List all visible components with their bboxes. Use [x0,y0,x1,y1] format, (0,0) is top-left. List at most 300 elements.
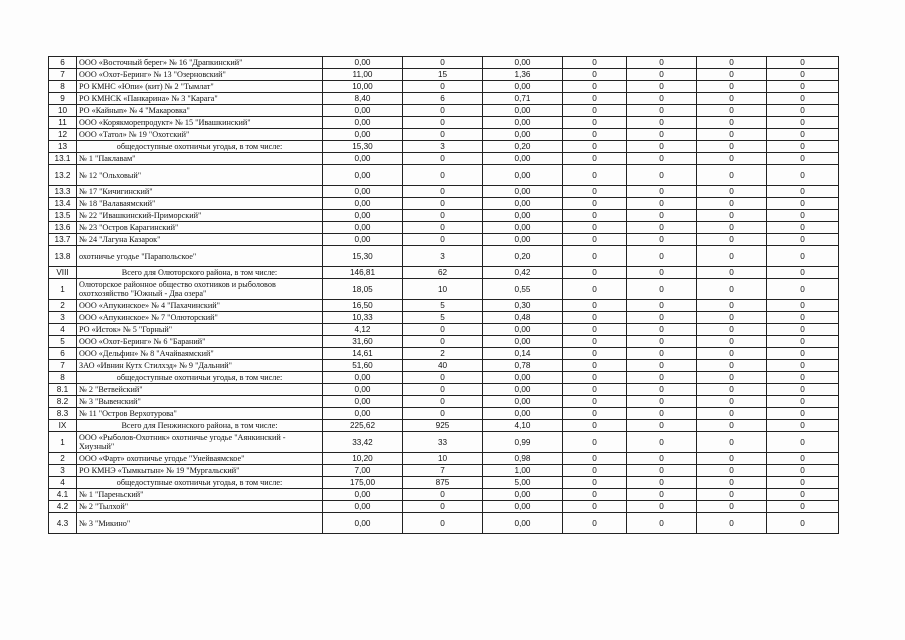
table-row [49,477,839,489]
value-cell-3: 0,00 [483,210,563,222]
value-cell-6: 0 [697,81,767,93]
value-cell-6: 0 [697,141,767,153]
row-number-cell: 13.7 [49,234,77,246]
value-cell-5: 0 [627,246,697,267]
value-cell-3: 0,00 [483,513,563,534]
row-number-cell: 3 [49,312,77,324]
value-cell-7: 0 [767,246,839,267]
table-row [49,372,839,384]
value-cell-7: 0 [767,501,839,513]
value-cell-7: 0 [767,312,839,324]
value-cell-3: 0,20 [483,246,563,267]
value-cell-6: 0 [697,234,767,246]
value-cell-3: 0,00 [483,372,563,384]
value-cell-7: 0 [767,105,839,117]
table-row [49,453,839,465]
value-cell-3: 0,00 [483,165,563,186]
value-cell-6: 0 [697,372,767,384]
value-cell-1: 15,30 [323,141,403,153]
value-cell-1: 0,00 [323,105,403,117]
value-cell-7: 0 [767,234,839,246]
row-number-cell: 4.1 [49,489,77,501]
table-row [49,186,839,198]
table-row [49,141,839,153]
value-cell-3: 0,14 [483,348,563,360]
value-cell-1: 31,60 [323,336,403,348]
value-cell-7: 0 [767,372,839,384]
value-cell-5: 0 [627,69,697,81]
row-name-cell: Всего для Олюторского района, в том числе: [77,267,323,279]
row-name-cell: ООО «Рыболов-Охотник» охотничье угодье "Аянкинский - Хиузный" [77,432,323,453]
value-cell-3: 0,99 [483,432,563,453]
value-cell-6: 0 [697,105,767,117]
data-table [48,56,839,534]
value-cell-2: 0 [403,57,483,69]
value-cell-1: 0,00 [323,513,403,534]
value-cell-5: 0 [627,267,697,279]
value-cell-1: 11,00 [323,69,403,81]
value-cell-4: 0 [563,408,627,420]
value-cell-7: 0 [767,165,839,186]
value-cell-2: 0 [403,396,483,408]
row-number-cell: 13.6 [49,222,77,234]
value-cell-4: 0 [563,513,627,534]
value-cell-2: 0 [403,513,483,534]
value-cell-7: 0 [767,129,839,141]
row-number-cell: 13 [49,141,77,153]
value-cell-6: 0 [697,501,767,513]
value-cell-5: 0 [627,279,697,300]
value-cell-1: 225,62 [323,420,403,432]
value-cell-3: 0,48 [483,312,563,324]
value-cell-7: 0 [767,465,839,477]
row-name-cell: № 1 "Паклавам" [77,153,323,165]
value-cell-3: 0,00 [483,408,563,420]
row-number-cell: 6 [49,57,77,69]
value-cell-3: 0,78 [483,360,563,372]
value-cell-7: 0 [767,69,839,81]
value-cell-2: 0 [403,336,483,348]
value-cell-1: 10,33 [323,312,403,324]
value-cell-4: 0 [563,186,627,198]
value-cell-7: 0 [767,489,839,501]
value-cell-1: 10,20 [323,453,403,465]
value-cell-4: 0 [563,267,627,279]
value-cell-3: 0,42 [483,267,563,279]
value-cell-5: 0 [627,465,697,477]
value-cell-2: 0 [403,234,483,246]
value-cell-6: 0 [697,267,767,279]
value-cell-3: 0,00 [483,198,563,210]
value-cell-5: 0 [627,234,697,246]
value-cell-2: 875 [403,477,483,489]
row-name-cell: ООО «Охот-Беринг» № 13 "Озерновский" [77,69,323,81]
value-cell-1: 15,30 [323,246,403,267]
value-cell-1: 0,00 [323,186,403,198]
value-cell-2: 0 [403,117,483,129]
table-row [49,117,839,129]
value-cell-7: 0 [767,57,839,69]
row-name-cell: ООО «Восточный берег» № 16 "Драпкинский" [77,57,323,69]
row-number-cell: 13.1 [49,153,77,165]
value-cell-1: 33,42 [323,432,403,453]
value-cell-3: 0,30 [483,300,563,312]
table-row [49,69,839,81]
value-cell-3: 0,00 [483,384,563,396]
value-cell-6: 0 [697,453,767,465]
value-cell-4: 0 [563,360,627,372]
table-row [49,234,839,246]
value-cell-4: 0 [563,324,627,336]
row-number-cell: 9 [49,93,77,105]
value-cell-4: 0 [563,420,627,432]
row-number-cell: 13.4 [49,198,77,210]
row-number-cell: 4.3 [49,513,77,534]
value-cell-3: 0,00 [483,81,563,93]
value-cell-3: 0,00 [483,396,563,408]
value-cell-5: 0 [627,129,697,141]
value-cell-5: 0 [627,57,697,69]
table-row [49,246,839,267]
table-row [49,336,839,348]
value-cell-5: 0 [627,210,697,222]
value-cell-3: 4,10 [483,420,563,432]
value-cell-4: 0 [563,81,627,93]
value-cell-5: 0 [627,396,697,408]
value-cell-6: 0 [697,489,767,501]
row-number-cell: 4 [49,324,77,336]
value-cell-2: 3 [403,141,483,153]
row-name-cell: Всего для Пенжинского района, в том числе: [77,420,323,432]
value-cell-5: 0 [627,477,697,489]
value-cell-1: 0,00 [323,117,403,129]
value-cell-2: 40 [403,360,483,372]
value-cell-5: 0 [627,324,697,336]
value-cell-1: 0,00 [323,165,403,186]
row-name-cell: общедоступные охотничьи угодья, в том числе: [77,141,323,153]
value-cell-5: 0 [627,117,697,129]
value-cell-3: 1,36 [483,69,563,81]
value-cell-6: 0 [697,165,767,186]
value-cell-6: 0 [697,408,767,420]
value-cell-7: 0 [767,186,839,198]
value-cell-5: 0 [627,105,697,117]
row-number-cell: 8.1 [49,384,77,396]
value-cell-1: 0,00 [323,198,403,210]
value-cell-6: 0 [697,300,767,312]
value-cell-4: 0 [563,312,627,324]
value-cell-4: 0 [563,246,627,267]
table-row [49,57,839,69]
value-cell-6: 0 [697,360,767,372]
value-cell-7: 0 [767,420,839,432]
value-cell-4: 0 [563,234,627,246]
value-cell-7: 0 [767,348,839,360]
table-row [49,105,839,117]
row-number-cell: 2 [49,453,77,465]
value-cell-3: 0,71 [483,93,563,105]
table-row [49,489,839,501]
value-cell-1: 51,60 [323,360,403,372]
table-row [49,81,839,93]
value-cell-4: 0 [563,501,627,513]
value-cell-2: 0 [403,384,483,396]
value-cell-6: 0 [697,246,767,267]
value-cell-4: 0 [563,210,627,222]
value-cell-6: 0 [697,324,767,336]
value-cell-7: 0 [767,477,839,489]
table-row [49,420,839,432]
row-name-cell: ООО «Охот-Беринг» № 6 "Бараний" [77,336,323,348]
value-cell-6: 0 [697,186,767,198]
value-cell-6: 0 [697,69,767,81]
row-number-cell: 7 [49,360,77,372]
value-cell-2: 0 [403,489,483,501]
value-cell-5: 0 [627,501,697,513]
value-cell-3: 0,00 [483,117,563,129]
table-row [49,312,839,324]
value-cell-2: 0 [403,222,483,234]
row-name-cell: № 12 "Ольховый" [77,165,323,186]
value-cell-4: 0 [563,432,627,453]
value-cell-7: 0 [767,153,839,165]
value-cell-2: 5 [403,300,483,312]
value-cell-3: 0,00 [483,324,563,336]
value-cell-5: 0 [627,408,697,420]
value-cell-1: 0,00 [323,210,403,222]
value-cell-7: 0 [767,300,839,312]
value-cell-2: 6 [403,93,483,105]
value-cell-7: 0 [767,222,839,234]
value-cell-1: 4,12 [323,324,403,336]
value-cell-2: 15 [403,69,483,81]
value-cell-5: 0 [627,372,697,384]
value-cell-4: 0 [563,153,627,165]
row-number-cell: 13.3 [49,186,77,198]
table-row [49,384,839,396]
value-cell-2: 10 [403,279,483,300]
value-cell-4: 0 [563,141,627,153]
value-cell-4: 0 [563,372,627,384]
table-row [49,210,839,222]
value-cell-1: 0,00 [323,222,403,234]
row-name-cell: ООО «Апукинское» № 7 "Олюторский" [77,312,323,324]
table-row [49,153,839,165]
row-name-cell: № 17 "Кичигинский" [77,186,323,198]
table-row [49,300,839,312]
value-cell-6: 0 [697,396,767,408]
value-cell-5: 0 [627,81,697,93]
table-row [49,129,839,141]
value-cell-5: 0 [627,489,697,501]
value-cell-7: 0 [767,384,839,396]
value-cell-7: 0 [767,141,839,153]
value-cell-6: 0 [697,384,767,396]
value-cell-4: 0 [563,117,627,129]
value-cell-4: 0 [563,489,627,501]
value-cell-4: 0 [563,453,627,465]
value-cell-2: 0 [403,408,483,420]
value-cell-1: 146,81 [323,267,403,279]
row-name-cell: РО «Кайныn» № 4 "Макаровка" [77,105,323,117]
value-cell-1: 10,00 [323,81,403,93]
row-name-cell: ООО «Фарт» охотничье угодье "Унейваямское" [77,453,323,465]
value-cell-1: 0,00 [323,234,403,246]
value-cell-7: 0 [767,396,839,408]
row-number-cell: VIII [49,267,77,279]
row-name-cell: общедоступные охотничьи угодья, в том числе: [77,477,323,489]
row-number-cell: 11 [49,117,77,129]
value-cell-3: 5,00 [483,477,563,489]
value-cell-5: 0 [627,420,697,432]
table-row [49,360,839,372]
value-cell-1: 16,50 [323,300,403,312]
row-number-cell: 13.5 [49,210,77,222]
value-cell-7: 0 [767,210,839,222]
row-name-cell: Олюторское районное общество охотников и рыболовов охотхозяйство "Южный - Два озера" [77,279,323,300]
value-cell-6: 0 [697,153,767,165]
value-cell-1: 0,00 [323,57,403,69]
row-number-cell: 7 [49,69,77,81]
value-cell-4: 0 [563,300,627,312]
value-cell-3: 0,00 [483,489,563,501]
value-cell-5: 0 [627,432,697,453]
value-cell-6: 0 [697,57,767,69]
value-cell-3: 0,00 [483,105,563,117]
value-cell-7: 0 [767,432,839,453]
value-cell-5: 0 [627,153,697,165]
value-cell-2: 0 [403,372,483,384]
value-cell-2: 0 [403,81,483,93]
value-cell-6: 0 [697,336,767,348]
value-cell-4: 0 [563,336,627,348]
row-name-cell: общедоступные охотничьи угодья, в том числе: [77,372,323,384]
row-number-cell: 4.2 [49,501,77,513]
value-cell-6: 0 [697,93,767,105]
value-cell-2: 0 [403,153,483,165]
value-cell-3: 0,98 [483,453,563,465]
row-number-cell: 1 [49,279,77,300]
row-name-cell: № 2 "Тылхой" [77,501,323,513]
row-number-cell: 6 [49,348,77,360]
row-name-cell: РО «Исток» № 5 "Горный" [77,324,323,336]
row-name-cell: охотничье угодье "Парапольское" [77,246,323,267]
row-number-cell: 8.3 [49,408,77,420]
value-cell-1: 0,00 [323,153,403,165]
value-cell-2: 0 [403,501,483,513]
value-cell-2: 0 [403,165,483,186]
row-number-cell: 13.8 [49,246,77,267]
table-row [49,408,839,420]
row-number-cell: 8.2 [49,396,77,408]
value-cell-2: 62 [403,267,483,279]
value-cell-4: 0 [563,396,627,408]
value-cell-4: 0 [563,129,627,141]
value-cell-6: 0 [697,432,767,453]
value-cell-4: 0 [563,105,627,117]
row-name-cell: РО КМНЭ «Тымкытын» № 19 "Мургальский" [77,465,323,477]
value-cell-3: 0,00 [483,336,563,348]
value-cell-7: 0 [767,267,839,279]
table-row [49,501,839,513]
table-row [49,432,839,453]
row-name-cell: РО КМНС «Юпи» (кит) № 2 "Тымлат" [77,81,323,93]
row-name-cell: № 11 "Остров Верхотурова" [77,408,323,420]
value-cell-5: 0 [627,165,697,186]
row-name-cell: № 1 "Пареньский" [77,489,323,501]
table-row [49,222,839,234]
value-cell-2: 10 [403,453,483,465]
row-number-cell: 3 [49,465,77,477]
row-name-cell: № 23 "Остров Карагинский" [77,222,323,234]
value-cell-2: 925 [403,420,483,432]
table-body [49,57,839,534]
value-cell-5: 0 [627,336,697,348]
value-cell-7: 0 [767,408,839,420]
value-cell-1: 14,61 [323,348,403,360]
value-cell-5: 0 [627,93,697,105]
value-cell-6: 0 [697,129,767,141]
row-name-cell: ООО «Татол» № 19 "Охотский" [77,129,323,141]
value-cell-6: 0 [697,198,767,210]
row-name-cell: ЗАО «Ивнин Кутх Стилхэд» № 9 "Дальний" [77,360,323,372]
row-name-cell: ООО «Апукинское» № 4 "Пахачинский" [77,300,323,312]
value-cell-1: 18,05 [323,279,403,300]
value-cell-5: 0 [627,384,697,396]
value-cell-3: 1,00 [483,465,563,477]
value-cell-1: 0,00 [323,501,403,513]
table-row [49,465,839,477]
value-cell-2: 0 [403,186,483,198]
value-cell-6: 0 [697,312,767,324]
row-number-cell: 4 [49,477,77,489]
value-cell-3: 0,00 [483,129,563,141]
row-name-cell: № 3 "Вывенский" [77,396,323,408]
value-cell-3: 0,00 [483,222,563,234]
value-cell-1: 0,00 [323,408,403,420]
value-cell-6: 0 [697,477,767,489]
value-cell-4: 0 [563,384,627,396]
value-cell-4: 0 [563,222,627,234]
value-cell-2: 0 [403,198,483,210]
value-cell-3: 0,00 [483,501,563,513]
value-cell-2: 5 [403,312,483,324]
value-cell-6: 0 [697,348,767,360]
value-cell-5: 0 [627,186,697,198]
value-cell-2: 2 [403,348,483,360]
row-name-cell: № 24 "Лагуна Казарок" [77,234,323,246]
row-number-cell: 8 [49,81,77,93]
value-cell-7: 0 [767,360,839,372]
row-number-cell: IX [49,420,77,432]
value-cell-4: 0 [563,279,627,300]
value-cell-2: 33 [403,432,483,453]
value-cell-5: 0 [627,453,697,465]
value-cell-6: 0 [697,513,767,534]
value-cell-5: 0 [627,513,697,534]
value-cell-7: 0 [767,279,839,300]
value-cell-5: 0 [627,198,697,210]
value-cell-7: 0 [767,453,839,465]
value-cell-7: 0 [767,93,839,105]
value-cell-2: 0 [403,324,483,336]
value-cell-6: 0 [697,210,767,222]
table-row [49,165,839,186]
value-cell-1: 0,00 [323,129,403,141]
table-row [49,513,839,534]
value-cell-1: 0,00 [323,384,403,396]
value-cell-4: 0 [563,465,627,477]
